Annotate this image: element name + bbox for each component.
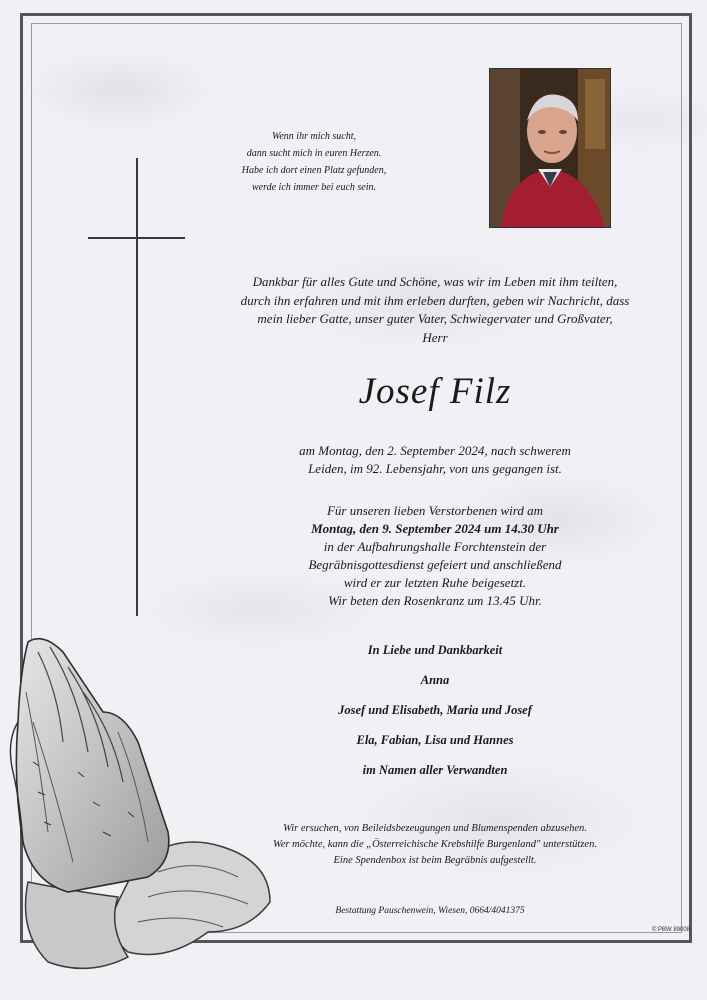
undertaker-info: Bestattung Pauschenwein, Wiesen, 0664/4041375 (335, 906, 525, 916)
intro-line: Dankbar für alles Gute und Schöne, was wir im Leben mit ihm teilten, (252, 274, 618, 289)
intro-line: mein lieber Gatte, unser guter Vater, Schwiegervater und Großvater, (257, 311, 613, 326)
intro-line: Herr (422, 329, 448, 345)
notice-line: Wer möchte, kann die „Österreichische Krebshilfe Burgenland" unterstützen. (273, 839, 597, 850)
notice-line: Wir ersuchen, von Beileidsbezeugungen und Blumenspenden abzusehen. (283, 823, 587, 834)
mourner-entry: Anna (420, 673, 450, 687)
cross-vertical-bar (136, 158, 138, 616)
rosary-line: Wir beten den Rosenkranz um 13.45 Uhr. (328, 593, 542, 608)
portrait-photo (489, 68, 611, 228)
funeral-date: Montag, den 9. September 2024 um 14.30 Uhr (311, 521, 559, 536)
funeral-line: in der Aufbahrungshalle Forchtenstein der (323, 539, 547, 554)
intro-line: durch ihn erfahren und mit ihm erleben durften, geben wir Nachricht, dass (240, 292, 630, 308)
mourner-entry: Josef und Elisabeth, Maria und Josef (338, 703, 532, 717)
mourner-entry: Ela, Fabian, Lisa und Hannes (356, 733, 514, 747)
funeral-line: Für unseren lieben Verstorbenen wird am (326, 503, 544, 518)
intro-paragraph (205, 273, 665, 347)
poem-line: werde ich immer bei euch sein. (251, 182, 377, 193)
poem-verse (214, 128, 414, 196)
deceased-name: Josef Filz (358, 371, 512, 412)
cross-horizontal-bar (88, 237, 185, 239)
poem-line: Wenn ihr mich sucht, (271, 131, 357, 142)
mourners-list (270, 642, 600, 792)
print-credit: © PBW 89008 (651, 927, 690, 933)
mourners-heading: In Liebe und Dankbarkeit (367, 643, 503, 657)
death-line: am Montag, den 2. September 2024, nach schwerem (299, 443, 571, 458)
donation-notice (220, 821, 650, 869)
funeral-line: Begräbnisgottesdienst gefeiert und anschließend (308, 557, 562, 572)
praying-hands-illustration (8, 632, 276, 977)
death-line: Leiden, im 92. Lebensjahr, von uns gegangen ist. (308, 461, 562, 476)
poem-line: dann sucht mich in euren Herzen. (246, 148, 382, 159)
funeral-line: wird er zur letzten Ruhe beigesetzt. (343, 575, 527, 590)
notice-line: Eine Spendenbox ist beim Begräbnis aufgestellt. (333, 855, 537, 866)
mourner-entry: im Namen aller Verwandten (362, 763, 508, 777)
funeral-details (240, 502, 630, 610)
poem-line: Habe ich dort einen Platz gefunden, (241, 165, 387, 176)
death-announcement (240, 442, 630, 478)
